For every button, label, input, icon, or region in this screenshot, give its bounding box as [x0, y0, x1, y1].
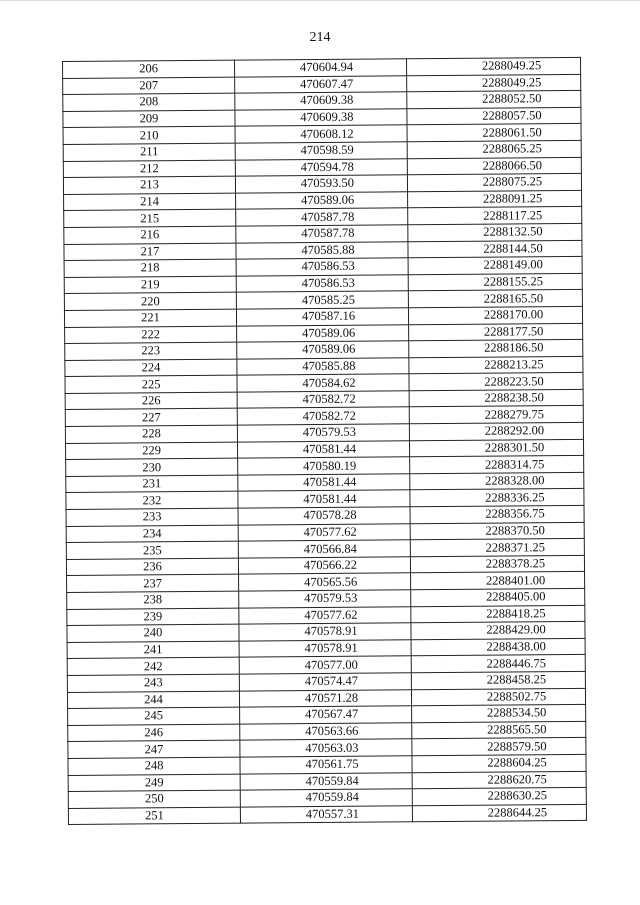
x-coordinate-cell: 470585.88: [237, 357, 409, 375]
x-coordinate-cell: 470582.72: [237, 407, 409, 425]
x-coordinate-cell: 470559.84: [240, 772, 412, 790]
x-coordinate-cell: 470581.44: [238, 474, 410, 492]
x-coordinate-cell: 470586.53: [236, 275, 408, 293]
y-coordinate-cell: 2288405.00: [411, 588, 585, 606]
point-number-cell: 231: [66, 475, 238, 493]
point-number-cell: 238: [67, 591, 239, 609]
y-coordinate-cell: 2288165.50: [408, 290, 582, 308]
x-coordinate-cell: 470582.72: [237, 391, 409, 409]
y-coordinate-cell: 2288604.25: [412, 754, 586, 772]
y-coordinate-cell: 2288213.25: [409, 356, 583, 374]
y-coordinate-cell: 2288314.75: [410, 456, 584, 474]
x-coordinate-cell: 470557.31: [240, 805, 412, 823]
x-coordinate-cell: 470561.75: [240, 756, 412, 774]
y-coordinate-cell: 2288534.50: [412, 705, 586, 723]
point-number-cell: 232: [66, 492, 238, 510]
point-number-cell: 229: [66, 442, 238, 460]
point-number-cell: 212: [63, 160, 235, 178]
x-coordinate-cell: 470609.38: [235, 109, 407, 127]
point-number-cell: 225: [65, 375, 237, 393]
y-coordinate-cell: 2288370.50: [410, 522, 584, 540]
x-coordinate-cell: 470577.00: [239, 656, 411, 674]
x-coordinate-cell: 470604.94: [234, 59, 406, 77]
y-coordinate-cell: 2288565.50: [412, 721, 586, 739]
y-coordinate-cell: 2288238.50: [409, 389, 583, 407]
y-coordinate-cell: 2288301.50: [409, 439, 583, 457]
point-number-cell: 240: [67, 624, 239, 642]
y-coordinate-cell: 2288052.50: [407, 91, 581, 109]
y-coordinate-cell: 2288502.75: [411, 688, 585, 706]
y-coordinate-cell: 2288644.25: [412, 804, 586, 822]
x-coordinate-cell: 470589.06: [237, 324, 409, 342]
y-coordinate-cell: 2288066.50: [407, 157, 581, 175]
point-number-cell: 237: [67, 575, 239, 593]
y-coordinate-cell: 2288075.25: [407, 174, 581, 192]
y-coordinate-cell: 2288170.00: [408, 306, 582, 324]
x-coordinate-cell: 470581.44: [237, 440, 409, 458]
point-number-cell: 211: [63, 143, 235, 161]
x-coordinate-cell: 470584.62: [237, 374, 409, 392]
y-coordinate-cell: 2288144.50: [408, 240, 582, 258]
x-coordinate-cell: 470594.78: [235, 158, 407, 176]
x-coordinate-cell: 470574.47: [239, 673, 411, 691]
x-coordinate-cell: 470589.06: [237, 341, 409, 359]
x-coordinate-cell: 470593.50: [235, 175, 407, 193]
y-coordinate-cell: 2288371.25: [410, 539, 584, 557]
point-number-cell: 213: [63, 176, 235, 194]
point-number-cell: 228: [65, 425, 237, 443]
point-number-cell: 208: [63, 93, 235, 111]
x-coordinate-cell: 470578.91: [239, 623, 411, 641]
point-number-cell: 223: [65, 342, 237, 360]
y-coordinate-cell: 2288438.00: [411, 638, 585, 656]
point-number-cell: 249: [68, 774, 240, 792]
point-number-cell: 236: [66, 558, 238, 576]
y-coordinate-cell: 2288328.00: [410, 472, 584, 490]
point-number-cell: 209: [63, 110, 235, 128]
point-number-cell: 239: [67, 608, 239, 626]
x-coordinate-cell: 470566.84: [238, 540, 410, 558]
page-number: 214: [309, 30, 331, 45]
point-number-cell: 218: [64, 259, 236, 277]
y-coordinate-cell: 2288429.00: [411, 622, 585, 640]
y-coordinate-cell: 2288279.75: [409, 406, 583, 424]
x-coordinate-cell: 470577.62: [239, 606, 411, 624]
y-coordinate-cell: 2288418.25: [411, 605, 585, 623]
point-number-cell: 216: [64, 226, 236, 244]
x-coordinate-cell: 470587.78: [236, 208, 408, 226]
point-number-cell: 221: [64, 309, 236, 327]
point-number-cell: 206: [63, 60, 235, 78]
y-coordinate-cell: 2288049.25: [407, 74, 581, 92]
point-number-cell: 210: [63, 127, 235, 145]
y-coordinate-cell: 2288401.00: [411, 572, 585, 590]
y-coordinate-cell: 2288065.25: [407, 140, 581, 158]
x-coordinate-cell: 470608.12: [235, 125, 407, 143]
x-coordinate-cell: 470598.59: [235, 142, 407, 160]
point-number-cell: 230: [66, 458, 238, 476]
y-coordinate-cell: 2288336.25: [410, 489, 584, 507]
point-number-cell: 224: [65, 359, 237, 377]
point-number-cell: 207: [63, 77, 235, 95]
point-number-cell: 222: [65, 326, 237, 344]
y-coordinate-cell: 2288579.50: [412, 738, 586, 756]
point-number-cell: 245: [68, 707, 240, 725]
y-coordinate-cell: 2288630.25: [412, 788, 586, 806]
x-coordinate-cell: 470586.53: [236, 258, 408, 276]
point-number-cell: 250: [68, 790, 240, 808]
y-coordinate-cell: 2288057.50: [407, 107, 581, 125]
y-coordinate-cell: 2288223.50: [409, 373, 583, 391]
x-coordinate-cell: 470587.78: [236, 225, 408, 243]
point-number-cell: 247: [68, 740, 240, 758]
x-coordinate-cell: 470589.06: [236, 192, 408, 210]
point-number-cell: 217: [64, 243, 236, 261]
x-coordinate-cell: 470565.56: [239, 573, 411, 591]
point-number-cell: 215: [64, 209, 236, 227]
y-coordinate-cell: 2288155.25: [408, 273, 582, 291]
scan-edge: [0, 0, 640, 3]
x-coordinate-cell: 470607.47: [235, 75, 407, 93]
x-coordinate-cell: 470609.38: [235, 92, 407, 110]
y-coordinate-cell: 2288378.25: [410, 555, 584, 573]
x-coordinate-cell: 470563.66: [240, 723, 412, 741]
x-coordinate-cell: 470585.25: [236, 291, 408, 309]
point-number-cell: 220: [64, 292, 236, 310]
y-coordinate-cell: 2288177.50: [409, 323, 583, 341]
coordinate-table: [62, 57, 587, 825]
x-coordinate-cell: 470577.62: [238, 523, 410, 541]
point-number-cell: 246: [68, 724, 240, 742]
y-coordinate-cell: 2288356.75: [410, 505, 584, 523]
coordinate-table-body: [63, 57, 587, 824]
x-coordinate-cell: 470587.16: [236, 308, 408, 326]
point-number-cell: 248: [68, 757, 240, 775]
x-coordinate-cell: 470566.22: [238, 557, 410, 575]
x-coordinate-cell: 470579.53: [239, 590, 411, 608]
point-number-cell: 251: [68, 807, 240, 825]
y-coordinate-cell: 2288446.75: [411, 655, 585, 673]
point-number-cell: 227: [65, 409, 237, 427]
point-number-cell: 235: [66, 541, 238, 559]
y-coordinate-cell: 2288061.50: [407, 124, 581, 142]
x-coordinate-cell: 470581.44: [238, 490, 410, 508]
y-coordinate-cell: 2288091.25: [408, 190, 582, 208]
x-coordinate-cell: 470559.84: [240, 789, 412, 807]
point-number-cell: 219: [64, 276, 236, 294]
y-coordinate-cell: 2288620.75: [412, 771, 586, 789]
x-coordinate-cell: 470578.91: [239, 640, 411, 658]
x-coordinate-cell: 470585.88: [236, 241, 408, 259]
x-coordinate-cell: 470579.53: [237, 424, 409, 442]
point-number-cell: 233: [66, 508, 238, 526]
point-number-cell: 244: [67, 691, 239, 709]
x-coordinate-cell: 470580.19: [238, 457, 410, 475]
point-number-cell: 241: [67, 641, 239, 659]
y-coordinate-cell: 2288292.00: [409, 422, 583, 440]
y-coordinate-cell: 2288117.25: [408, 207, 582, 225]
x-coordinate-cell: 470571.28: [239, 689, 411, 707]
point-number-cell: 243: [67, 674, 239, 692]
point-number-cell: 242: [67, 658, 239, 676]
table-row: [68, 804, 586, 825]
point-number-cell: 214: [64, 193, 236, 211]
y-coordinate-cell: 2288186.50: [409, 340, 583, 358]
point-number-cell: 234: [66, 525, 238, 543]
y-coordinate-cell: 2288049.25: [406, 57, 580, 75]
point-number-cell: 226: [65, 392, 237, 410]
y-coordinate-cell: 2288132.50: [408, 223, 582, 241]
x-coordinate-cell: 470563.03: [240, 739, 412, 757]
x-coordinate-cell: 470567.47: [240, 706, 412, 724]
y-coordinate-cell: 2288149.00: [408, 257, 582, 275]
y-coordinate-cell: 2288458.25: [411, 671, 585, 689]
x-coordinate-cell: 470578.28: [238, 507, 410, 525]
